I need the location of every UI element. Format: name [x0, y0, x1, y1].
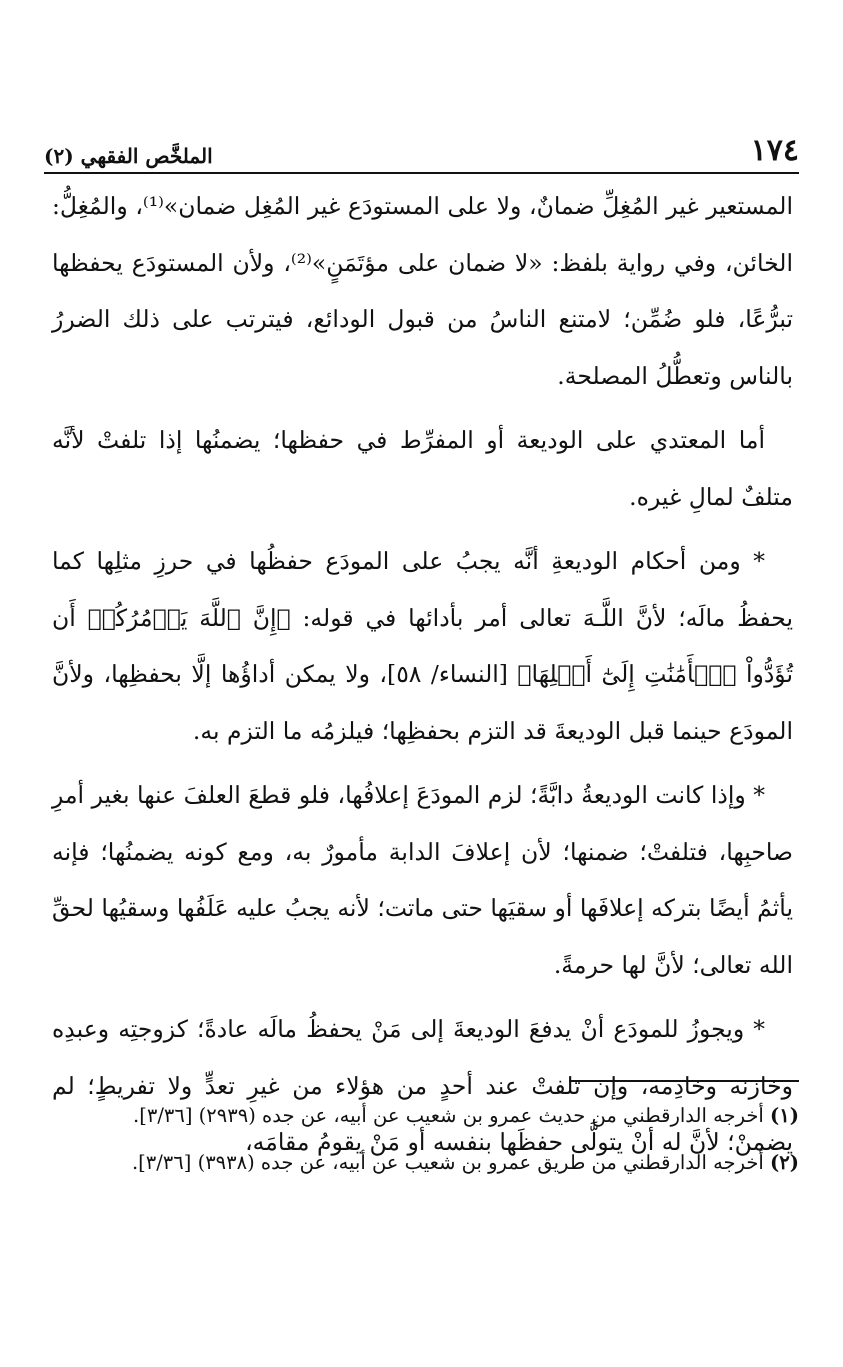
paragraph-1: المستعير غير المُغِلِّ ضمانٌ، ولا على المستودَع غير المُغِل ضمان»⁽¹⁾، والمُغِلُّ: الخائن، وفي رواية بلفظ: «لا ضمان على مؤتَمَنٍ»⁽²⁾، ولأن المستودَع يحفظها تبرُّعًا، فلو ضُمِّن؛ لامتنع الناسُ من قبول الودائع، فيترتب على ذلك الضررُ بالناس وتعطُّلُ المصلحة.	[52, 192, 793, 390]
footnote-number: (٢)	[770, 1151, 799, 1174]
header-rule	[44, 172, 799, 174]
footnote-rule	[569, 1080, 799, 1082]
page-header	[44, 120, 799, 168]
paragraph-2: أما المعتدي على الوديعة أو المفرِّط في حفظها؛ يضمنُها إذا تلفتْ لأنَّه متلفٌ لمالِ غيره.	[52, 426, 793, 511]
footnote-number: (١)	[770, 1104, 799, 1127]
page-number: ١٧٤	[750, 133, 799, 168]
footnote-text: أخرجه الدارقطني من حديث عمرو بن شعيب عن أبيه، عن جده (٢٩٣٩) [٣/٣٦].	[133, 1104, 764, 1127]
main-text	[52, 178, 793, 1179]
paragraph-3: * ومن أحكام الوديعةِ أنَّه يجبُ على المودَع حفظُها في حرزِ مثلِها كما يحفظُ مالَه؛ لأنَّ اللَّـهَ تعالى أمر بأدائها في قوله: ﴿إِنَّ ٱللَّهَ يَأۡمُرُكُمۡ أَن تُؤَدُّواْ ٱلۡأَمَٰنَٰتِ إِلَىٰٓ أَهۡلِهَا﴾ [النساء/ ٥٨]، ولا يمكن أداؤُها إلَّا بحفظِها، ولأنَّ المودَع حينما قبل الوديعةَ قد التزم بحفظِها؛ فيلزمُه ما التزم به.	[52, 547, 793, 745]
running-title: الملخَّص الفقهي (٢)	[44, 144, 213, 168]
footnote-2	[52, 1141, 799, 1184]
footnotes	[52, 1094, 799, 1188]
paragraph-4: * وإذا كانت الوديعةُ دابَّةً؛ لزم المودَعَ إعلافُها، فلو قطعَ العلفَ عنها بغير أمرِ صاحبِها، فتلفتْ؛ ضمنها؛ لأن إعلافَ الدابة مأمورٌ به، ومع كونه يضمنُها؛ فإنه يأثمُ أيضًا بتركه إعلافَها أو سقيَها حتى ماتت؛ لأنه يجبُ عليه عَلَفُها وسقيُها لحقِّ الله تعالى؛ لأنَّ لها حرمةً.	[52, 781, 793, 979]
footnote-text: أخرجه الدارقطني من طريق عمرو بن شعيب عن أبيه، عن جده (٣٩٣٨) [٣/٣٦].	[131, 1151, 764, 1174]
footnote-1	[52, 1094, 799, 1137]
paragraph-5: * ويجوزُ للمودَع أنْ يدفعَ الوديعةَ إلى مَنْ يحفظُ مالَه عادةً؛ كزوجتِه وعبدِه وخازنه وخادِمه، وإن تلفتْ عند أحدٍ من هؤلاء من غيرِ تعدٍّ ولا تفريطٍ؛ لم يضمنْ؛ لأنَّ له أنْ يتولَّى حفظَها بنفسه أو مَنْ يقومُ مقامَه،	[52, 1015, 793, 1156]
